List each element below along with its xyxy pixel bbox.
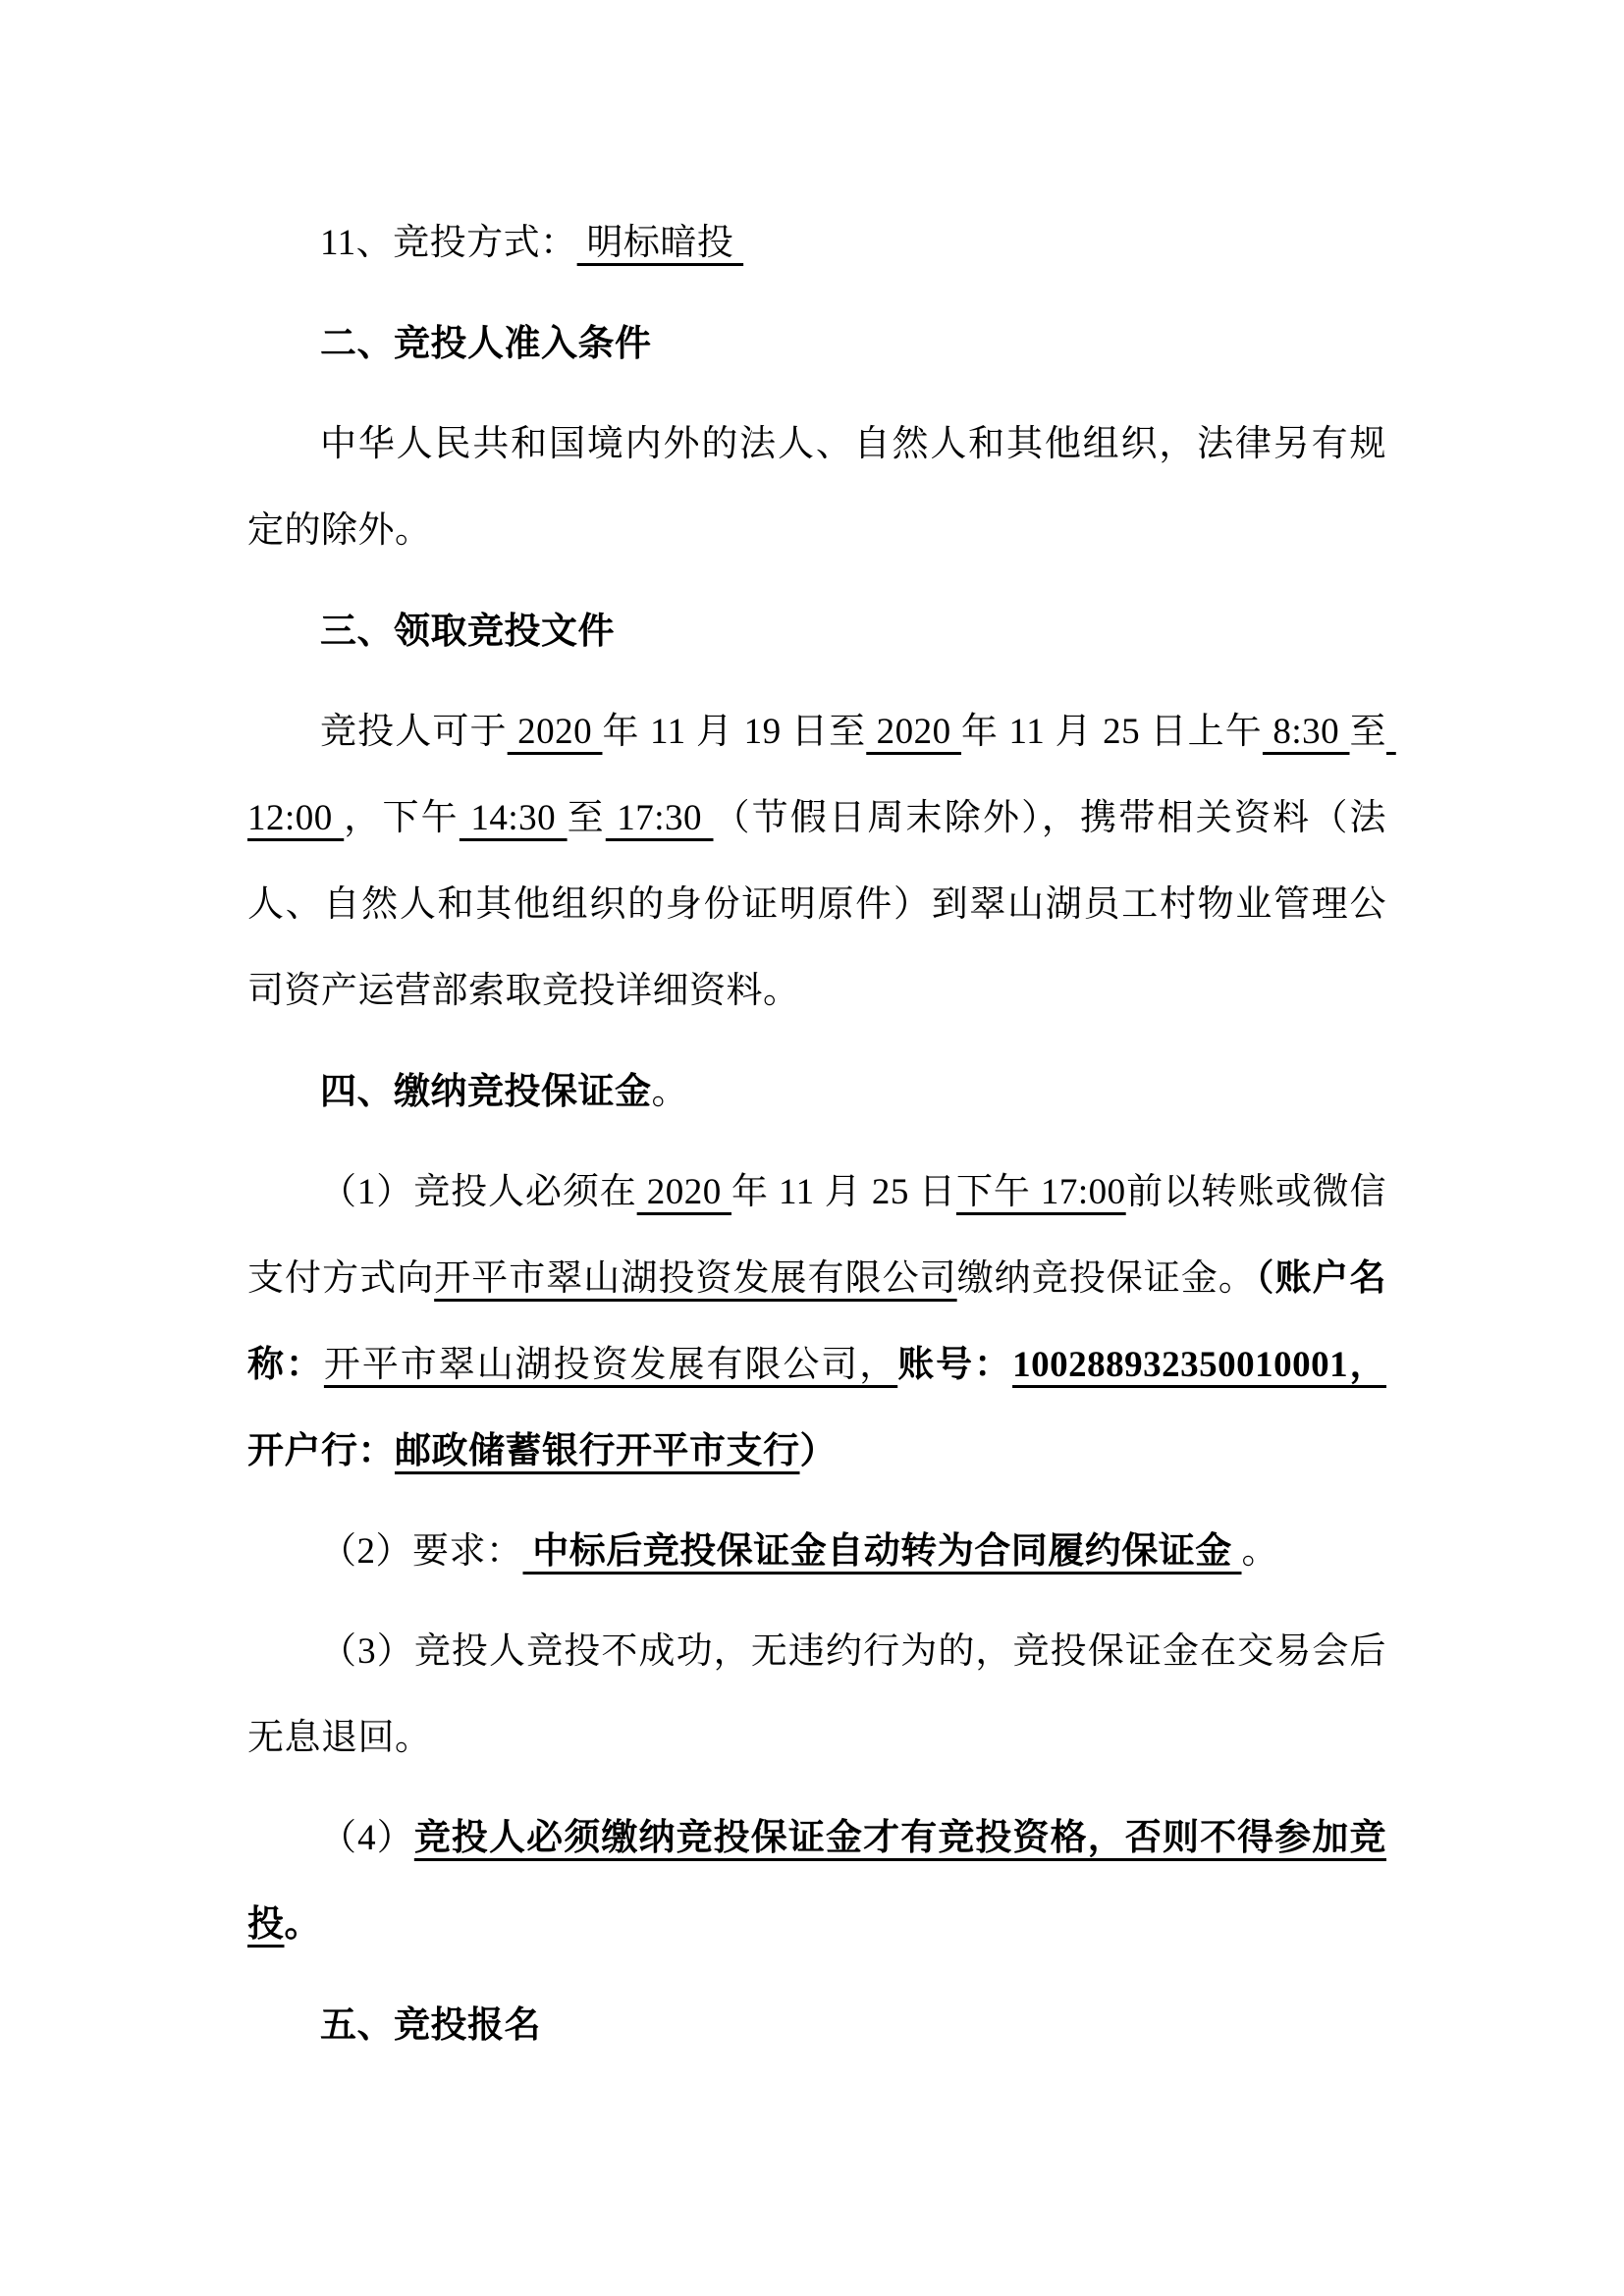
underlined-text-run: 开平市翠山湖投资发展有限公司 — [434, 1258, 957, 1299]
underlined-text-run: 2020 — [507, 712, 603, 752]
text-run: 年 11 月 25 日上午 — [961, 712, 1263, 752]
underlined-text-run: 中标后竞投保证金自动转为合同履约保证金 — [522, 1531, 1242, 1572]
underlined-text-run: 开平市翠山湖投资发展有限公司， — [323, 1345, 898, 1385]
underlined-text-run: 下午 17:00 — [955, 1172, 1126, 1212]
paragraph — [247, 689, 1396, 1035]
section-heading — [247, 1048, 1386, 1136]
text-run: 年 11 月 19 日至 — [602, 712, 867, 752]
underlined-text-run: 8:30 — [1262, 712, 1350, 752]
text-run: 开户行： — [247, 1431, 395, 1471]
underlined-text-run: 12:00 — [247, 712, 1396, 838]
underlined-text-run: 17:30 — [605, 798, 714, 838]
underlined-text-run: 竞投人必须缴纳竞投保证金才有竞投资格，否则不得参加竞投 — [247, 1818, 1387, 1945]
text-run: 年 11 月 25 日 — [731, 1172, 956, 1212]
text-run: （账户名称： — [247, 1258, 1387, 1385]
text-run: 三、领取竞投文件 — [320, 611, 615, 651]
text-run: （4） — [320, 1818, 414, 1858]
underlined-text-run: 2020 — [636, 1172, 731, 1212]
text-run: 缴纳竞投保证金。 — [956, 1258, 1256, 1299]
underlined-text-run: 14:30 — [459, 798, 568, 838]
text-run: （2）要求： — [320, 1531, 523, 1572]
text-run: 四、缴纳竞投保证金 — [320, 1071, 652, 1111]
text-run: （3）竞投人竞投不成功，无违约行为的，竞投保证金在交易会后无息退回。 — [247, 1631, 1386, 1758]
text-run: 前以转账或微信支付方式向 — [247, 1172, 1387, 1299]
text-run: 至 — [567, 798, 606, 838]
text-run: ，下午 — [344, 798, 460, 838]
paragraph — [247, 1795, 1386, 1968]
text-run: 五、竞投报名 — [320, 2004, 541, 2045]
document-body — [247, 200, 1396, 2069]
paragraph — [247, 401, 1386, 574]
paragraph — [247, 1509, 1386, 1595]
text-run: 至 — [1349, 712, 1386, 752]
underlined-text-run: 明标暗投 — [576, 223, 744, 263]
section-heading — [247, 588, 1386, 675]
paragraph — [247, 1609, 1386, 1782]
text-run: 账号： — [897, 1345, 1013, 1385]
text-run: ） — [799, 1431, 837, 1471]
underlined-text-run: 2020 — [866, 712, 962, 752]
text-run: 中华人民共和国境内外的法人、自然人和其他组织，法律另有规定的除外。 — [247, 424, 1386, 551]
text-run: 。 — [1241, 1531, 1278, 1572]
paragraph — [247, 1149, 1386, 1495]
paragraph — [247, 200, 1386, 287]
underlined-text-run: 邮政储蓄银行开平市支行 — [395, 1431, 800, 1471]
text-run: 。 — [284, 1904, 321, 1945]
text-run: 二、竞投人准入条件 — [320, 323, 652, 363]
section-heading — [247, 300, 1386, 388]
text-run: （节假日周末除外），携带相关资料（法人、自然人和其他组织的身份证明原件）到翠山湖员工村物业管理公司资产运营部索取竞投详细资料。 — [247, 798, 1387, 1011]
text-run: 。 — [651, 1072, 688, 1112]
section-heading — [247, 1982, 1386, 2069]
text-run: 11、竞投方式： — [320, 223, 577, 263]
text-run: （1）竞投人必须在 — [320, 1172, 637, 1212]
text-run: 竞投人可于 — [320, 712, 508, 752]
underlined-text-run: 100288932350010001， — [1012, 1345, 1387, 1385]
